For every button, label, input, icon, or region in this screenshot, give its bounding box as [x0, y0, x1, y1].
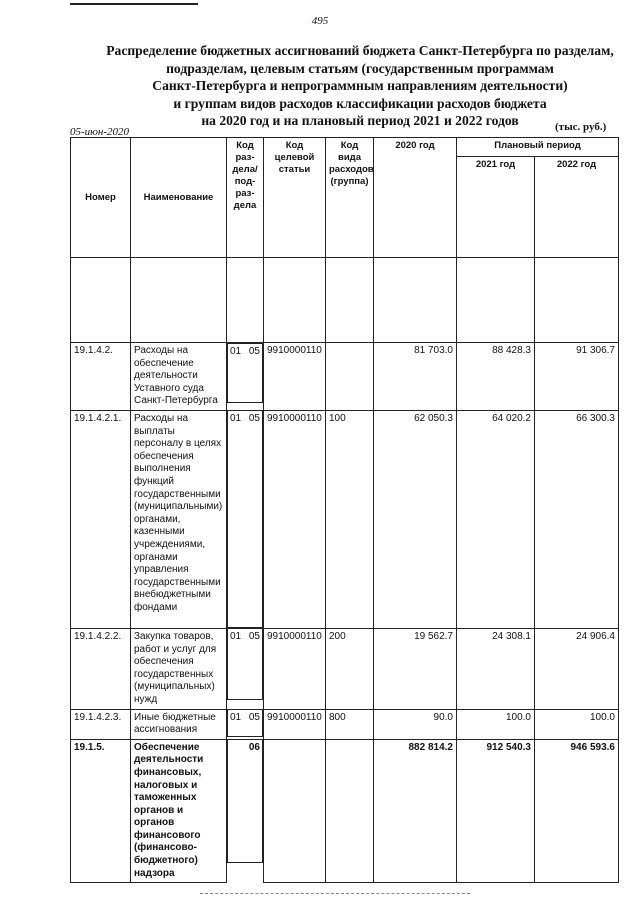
row-name: Закупка товаров, работ и услуг для обеспечения государственных (муниципальных) нужд: [131, 628, 227, 709]
table-spacer-row: [71, 258, 619, 343]
row-target-code: 9910000110: [264, 628, 326, 709]
row-2021: 912 540.3: [457, 739, 535, 883]
podrazdel-code: 05: [248, 631, 260, 643]
row-name: Обеспечение деятельности финансовых, налоговых и таможенных органов и органов финансового (финансово-бюджетного) надзора: [131, 739, 227, 883]
header-target-code: Код целевой статьи: [264, 138, 326, 258]
razdel-code: 01: [230, 413, 242, 425]
document-title: [80, 42, 640, 130]
table-row: [71, 343, 619, 411]
row-expense-code: 100: [326, 410, 374, 628]
row-2022: 24 906.4: [535, 628, 619, 709]
podrazdel-code: 06: [248, 742, 260, 754]
row-number: 19.1.4.2.2.: [71, 628, 131, 709]
header-2022: 2022 год: [535, 157, 619, 258]
row-target-code: 9910000110: [264, 709, 326, 739]
title-line: Распределение бюджетных ассигнований бюджета Санкт-Петербурга по разделам,: [106, 43, 614, 58]
row-name: Иные бюджетные ассигнования: [131, 709, 227, 739]
header-section-code: Код раз-дела/ под-раз-дела: [227, 138, 264, 258]
unit-label: (тыс. руб.): [555, 121, 607, 133]
row-2021: 88 428.3: [457, 343, 535, 411]
row-target-code: 9910000110: [264, 343, 326, 411]
header-number: Номер: [71, 138, 131, 258]
row-2022: 100.0: [535, 709, 619, 739]
title-line: на 2020 год и на плановый период 2021 и 2022 годов: [201, 113, 519, 128]
header-planned-period: Плановый период: [457, 138, 619, 157]
row-2021: 24 308.1: [457, 628, 535, 709]
row-number: 19.1.5.: [71, 739, 131, 883]
row-2020: 882 814.2: [374, 739, 457, 883]
row-name: Расходы на выплаты персоналу в целях обеспечения выполнения функций государственными (муниципальными) органами, казенными учреждениями, органами управления государственными внебюджетными фондами: [131, 410, 227, 628]
row-name: Расходы на обеспечение деятельности Уставного суда Санкт-Петербурга: [131, 343, 227, 411]
row-expense-code: 200: [326, 628, 374, 709]
table-row: [71, 628, 619, 709]
row-section-code: [227, 343, 263, 403]
row-2022: 66 300.3: [535, 410, 619, 628]
title-line: подразделам, целевым статьям (государственным программам: [166, 60, 554, 76]
row-expense-code: 800: [326, 709, 374, 739]
row-section-code: [227, 709, 263, 737]
row-2022: 91 306.7: [535, 343, 619, 411]
header-name: Наименование: [131, 138, 227, 258]
row-2020: 19 562.7: [374, 628, 457, 709]
row-expense-code: [326, 739, 374, 883]
row-2020: 90.0: [374, 709, 457, 739]
row-2020: 81 703.0: [374, 343, 457, 411]
table-row: [71, 709, 619, 739]
document-date: 05-июн-2020: [70, 126, 130, 138]
podrazdel-code: 05: [248, 712, 260, 724]
razdel-code: 01: [230, 346, 242, 357]
table-row: [71, 410, 619, 628]
budget-table: [70, 137, 619, 883]
row-section-code: [227, 410, 263, 628]
title-line: Санкт-Петербурга и непрограммным направлениям деятельности): [152, 78, 568, 93]
row-expense-code: [326, 343, 374, 411]
row-2021: 64 020.2: [457, 410, 535, 628]
podrazdel-code: 05: [248, 413, 260, 425]
razdel-code: 01: [230, 712, 242, 724]
page-number: 495: [311, 15, 329, 27]
row-number: 19.1.4.2.3.: [71, 709, 131, 739]
row-2020: 62 050.3: [374, 410, 457, 628]
row-section-code: [227, 739, 263, 863]
title-line: и группам видов расходов классификации расходов бюджета: [173, 95, 547, 111]
razdel-code: 01: [230, 631, 242, 643]
row-2021: 100.0: [457, 709, 535, 739]
row-number: 19.1.4.2.: [71, 343, 131, 411]
top-rule: [70, 3, 198, 5]
header-expense-code: Код вида расходов (группа): [326, 138, 374, 258]
footer-scan-line: [200, 893, 470, 896]
row-section-code: [227, 628, 263, 700]
header-2021: 2021 год: [457, 157, 535, 258]
header-2020: 2020 год: [374, 138, 457, 258]
row-target-code: 9910000110: [264, 410, 326, 628]
row-number: 19.1.4.2.1.: [71, 410, 131, 628]
row-target-code: [264, 739, 326, 883]
table-row: [71, 739, 619, 883]
row-2022: 946 593.6: [535, 739, 619, 883]
podrazdel-code: 05: [248, 346, 260, 357]
